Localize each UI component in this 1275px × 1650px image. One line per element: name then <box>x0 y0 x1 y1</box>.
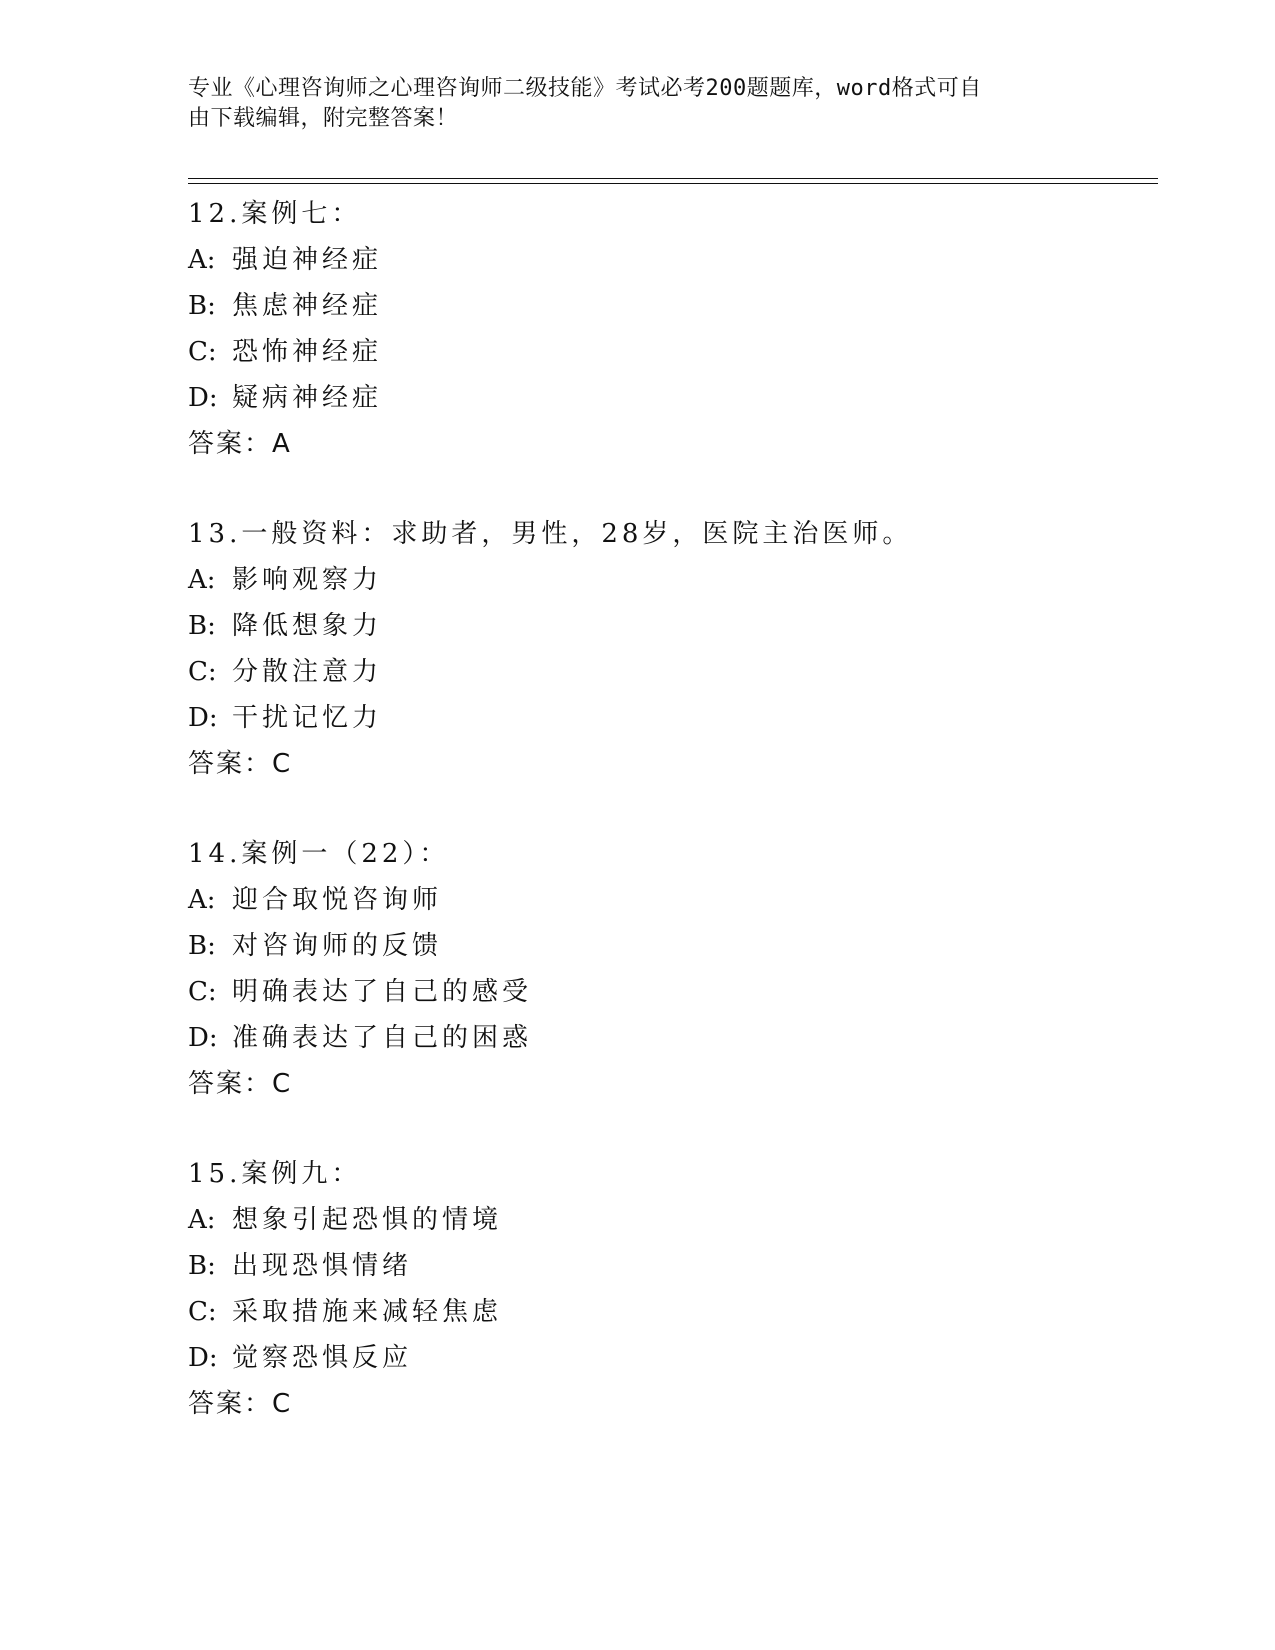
option-letter: B: <box>188 291 216 321</box>
option-letter: A: <box>188 565 216 595</box>
option-text: 干扰记忆力 <box>232 703 383 733</box>
option-letter: A: <box>188 245 216 275</box>
option-d <box>188 375 1088 421</box>
option-b <box>188 603 1088 649</box>
option-text: 想象引起恐惧的情境 <box>232 1205 503 1235</box>
option-text: 明确表达了自己的感受 <box>232 977 533 1007</box>
header-divider-top <box>188 178 1158 179</box>
option-a <box>188 557 1088 603</box>
option-c <box>188 649 1088 695</box>
option-text: 分散注意力 <box>232 657 383 687</box>
answer-line: 答案：A <box>188 429 292 459</box>
option-letter: D: <box>188 703 218 733</box>
option-letter: C: <box>188 1297 217 1327</box>
question-title: 12.案例七： <box>188 199 362 229</box>
question-15 <box>188 1151 1088 1427</box>
option-b <box>188 283 1088 329</box>
option-letter: D: <box>188 1023 218 1053</box>
option-letter: C: <box>188 977 217 1007</box>
option-a <box>188 877 1088 923</box>
option-text: 准确表达了自己的困惑 <box>232 1023 533 1053</box>
option-b <box>188 1243 1088 1289</box>
option-text: 降低想象力 <box>232 611 383 641</box>
option-a <box>188 237 1088 283</box>
option-c <box>188 1289 1088 1335</box>
option-d <box>188 1335 1088 1381</box>
option-c <box>188 969 1088 1015</box>
answer-line: 答案：C <box>188 749 293 779</box>
question-title: 15.案例九： <box>188 1159 362 1189</box>
option-b <box>188 923 1088 969</box>
option-text: 恐怖神经症 <box>232 337 383 367</box>
option-letter: D: <box>188 383 218 413</box>
option-letter: A: <box>188 1205 216 1235</box>
option-text: 出现恐惧情绪 <box>232 1251 413 1281</box>
option-text: 强迫神经症 <box>232 245 383 275</box>
header-divider-bottom <box>188 183 1158 184</box>
option-text: 疑病神经症 <box>232 383 383 413</box>
header-line-2: 由下载编辑，附完整答案！ <box>188 106 459 131</box>
option-letter: A: <box>188 885 216 915</box>
option-letter: C: <box>188 657 217 687</box>
option-letter: B: <box>188 931 216 961</box>
option-text: 采取措施来减轻焦虑 <box>232 1297 503 1327</box>
answer-line: 答案：C <box>188 1389 293 1419</box>
document-header <box>188 74 1068 134</box>
option-c <box>188 329 1088 375</box>
question-title: 14.案例一（22）： <box>188 839 450 869</box>
question-13 <box>188 511 1088 787</box>
option-text: 觉察恐惧反应 <box>232 1343 413 1373</box>
option-d <box>188 695 1088 741</box>
question-14 <box>188 831 1088 1107</box>
option-text: 迎合取悦咨询师 <box>232 885 443 915</box>
option-letter: B: <box>188 1251 216 1281</box>
question-12 <box>188 191 1088 467</box>
header-line-1: 专业《心理咨询师之心理咨询师二级技能》考试必考200题题库，word格式可自 <box>188 76 982 101</box>
answer-line: 答案：C <box>188 1069 293 1099</box>
question-title: 13.一般资料：求助者，男性，28岁，医院主治医师。 <box>188 519 913 549</box>
option-d <box>188 1015 1088 1061</box>
option-text: 对咨询师的反馈 <box>232 931 443 961</box>
option-text: 焦虑神经症 <box>232 291 383 321</box>
option-letter: C: <box>188 337 217 367</box>
option-letter: D: <box>188 1343 218 1373</box>
option-a <box>188 1197 1088 1243</box>
option-text: 影响观察力 <box>232 565 383 595</box>
option-letter: B: <box>188 611 216 641</box>
